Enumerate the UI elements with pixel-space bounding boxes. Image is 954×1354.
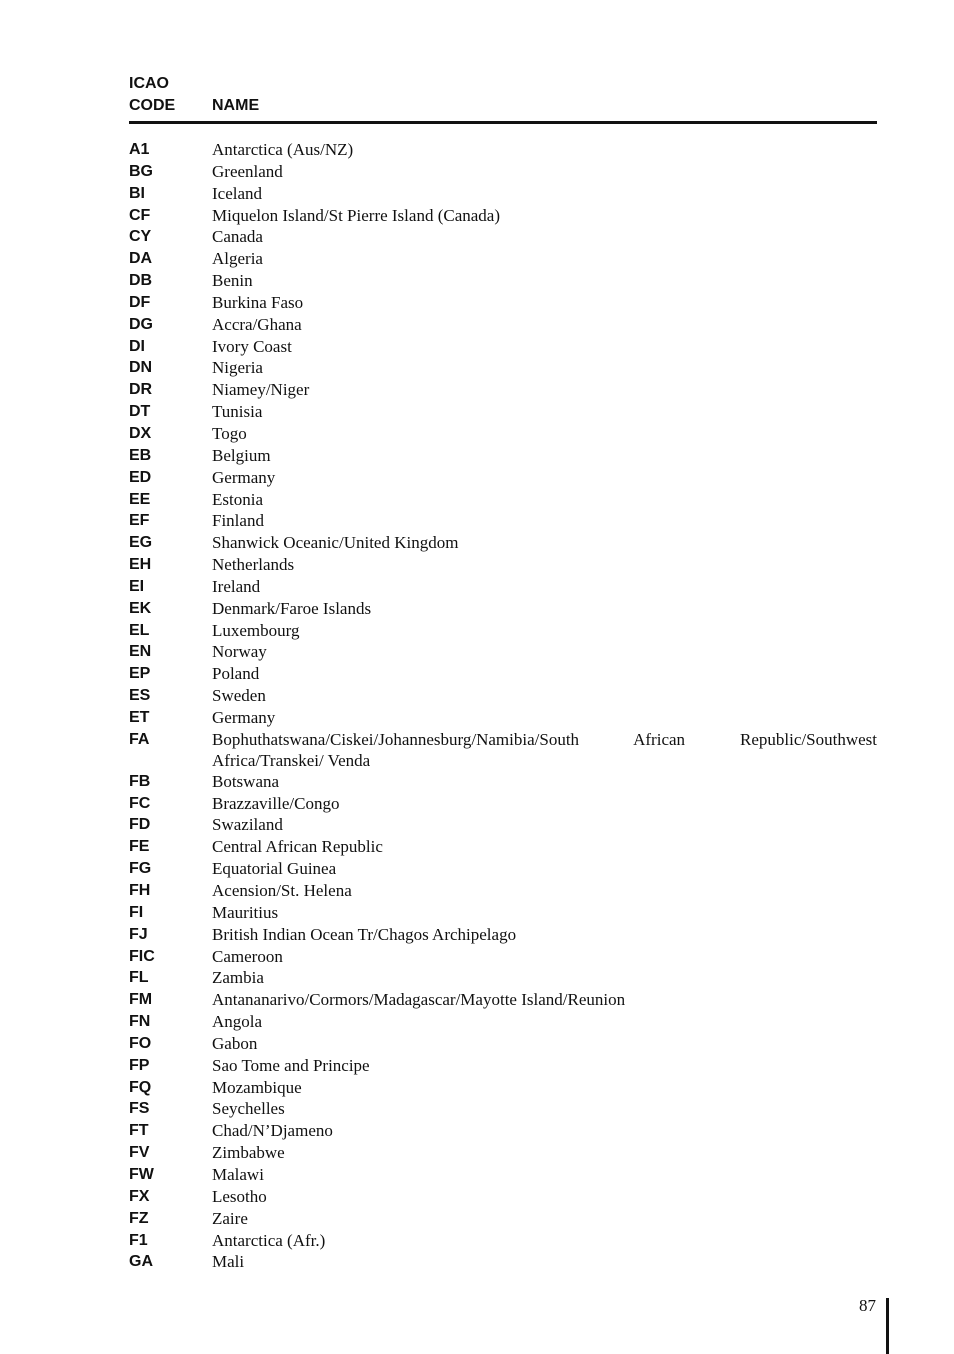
icao-code: FA (129, 730, 150, 748)
region-name: Netherlands (212, 555, 295, 575)
region-name: Estonia (212, 489, 263, 509)
icao-code: FV (129, 1144, 150, 1162)
icao-code: FQ (129, 1078, 152, 1096)
table-row (129, 489, 877, 511)
table-row (129, 1230, 877, 1252)
region-name: Zimbabwe (212, 1143, 285, 1163)
region-name: Mali (212, 1252, 245, 1272)
icao-code: EP (129, 665, 151, 683)
region-name: Iceland (212, 183, 263, 203)
table-row (129, 467, 877, 489)
table-row (129, 1120, 877, 1142)
icao-code: GA (129, 1253, 153, 1271)
icao-code: FL (129, 969, 149, 987)
table-row (129, 946, 877, 968)
icao-code: BI (129, 184, 145, 202)
table-row (129, 1098, 877, 1120)
region-name: Finland (212, 511, 264, 531)
icao-code: EG (129, 534, 153, 552)
table-row (129, 226, 877, 248)
icao-code: FG (129, 860, 152, 878)
table-row (129, 401, 877, 423)
code-column-header-line1: ICAO (129, 75, 169, 92)
region-name: Denmark/Faroe Islands (212, 598, 372, 618)
table-row (129, 270, 877, 292)
icao-code: FI (129, 903, 144, 921)
region-name: Burkina Faso (212, 292, 304, 312)
table-row (129, 858, 877, 880)
table-row (129, 336, 877, 358)
table-row (129, 685, 877, 707)
region-name: Zambia (212, 968, 264, 988)
icao-code: FX (129, 1187, 150, 1205)
region-name: Equatorial Guinea (212, 859, 337, 879)
table-row (129, 707, 877, 729)
icao-code: DB (129, 272, 153, 290)
table-row (129, 836, 877, 858)
icao-code: FE (129, 838, 150, 856)
icao-code: DR (129, 381, 153, 399)
region-name: Belgium (212, 445, 271, 465)
icao-code: DF (129, 293, 151, 311)
region-name: Antarctica (Afr.) (212, 1230, 326, 1250)
icao-code: FZ (129, 1209, 149, 1227)
icao-code: CY (129, 228, 152, 246)
icao-code: ET (129, 708, 150, 726)
icao-code: DN (129, 359, 153, 377)
icao-code: EL (129, 621, 150, 639)
icao-code: EN (129, 643, 152, 661)
code-column-header-line2: CODE (129, 97, 176, 114)
icao-code: DX (129, 424, 152, 442)
icao-code: FP (129, 1056, 150, 1074)
region-name: Norway (212, 642, 267, 662)
icao-code: CF (129, 206, 151, 224)
icao-code: EB (129, 446, 152, 464)
table-row (129, 554, 877, 576)
icao-code: EH (129, 556, 152, 574)
table-row (129, 183, 877, 205)
table-row (129, 620, 877, 642)
region-name: Acension/St. Helena (212, 881, 352, 900)
region-name: Poland (212, 664, 260, 684)
region-name: Miquelon Island/St Pierre Island (Canada) (212, 205, 500, 225)
icao-code-table (129, 139, 877, 1273)
table-row (129, 771, 877, 793)
region-name: Togo (212, 423, 247, 443)
table-row (129, 1033, 877, 1055)
table-row (129, 1011, 877, 1033)
region-name: Brazzaville/Congo (212, 793, 340, 813)
table-row (129, 989, 877, 1011)
region-name: Antananarivo/Cormors/Madagascar/Mayotte Island/Reunion (212, 990, 626, 1010)
table-row (129, 1251, 877, 1273)
table-row (129, 967, 877, 989)
region-name: British Indian Ocean Tr/Chagos Archipelago (212, 924, 517, 944)
icao-code: ES (129, 687, 151, 705)
region-name: Swaziland (212, 815, 283, 835)
region-name: Luxembourg (212, 620, 300, 640)
table-row (129, 1142, 877, 1164)
icao-code: DG (129, 315, 153, 333)
region-name: Greenland (212, 161, 283, 181)
table-row (129, 510, 877, 532)
icao-code: FC (129, 794, 151, 812)
icao-code: EI (129, 577, 145, 595)
region-name: Germany (212, 467, 276, 487)
region-name: Malawi (212, 1164, 264, 1184)
table-row (129, 314, 877, 336)
region-name: Sao Tome and Principe (212, 1055, 370, 1075)
table-row (129, 1208, 877, 1230)
icao-code: EE (129, 490, 151, 508)
table-row (129, 902, 877, 924)
region-name: Shanwick Oceanic/United Kingdom (212, 533, 459, 553)
region-name: Seychelles (212, 1099, 285, 1119)
region-name: Tunisia (212, 402, 263, 422)
table-row (129, 292, 877, 314)
table-row (129, 924, 877, 946)
icao-code: FJ (129, 925, 148, 943)
region-name: Angola (212, 1012, 263, 1032)
page-number: 87 (859, 1296, 876, 1315)
table-row (129, 357, 877, 379)
table-row (129, 641, 877, 663)
icao-code: FS (129, 1100, 150, 1118)
icao-code: FIC (129, 947, 155, 965)
table-row (129, 814, 877, 836)
table-row (129, 161, 877, 183)
table-row (129, 248, 877, 270)
region-name: Mozambique (212, 1077, 302, 1097)
table-row (129, 729, 877, 771)
region-name: Central African Republic (212, 837, 383, 857)
region-name: Ireland (212, 576, 261, 596)
table-row (129, 423, 877, 445)
name-column-header: NAME (212, 97, 260, 114)
region-name: Accra/Ghana (212, 314, 302, 334)
table-row (129, 445, 877, 467)
icao-code: FO (129, 1034, 152, 1052)
region-name: Bophuthatswana/Ciskei/Johannesburg/Namibia/South African Republic/Southwest Africa/Transkei/ Venda (212, 729, 877, 770)
region-name: Ivory Coast (212, 336, 292, 356)
icao-code: BG (129, 162, 153, 180)
header-divider (129, 121, 877, 124)
region-name: Gabon (212, 1033, 258, 1053)
region-name: Zaire (212, 1208, 248, 1228)
icao-code: FM (129, 991, 153, 1009)
icao-code: ED (129, 468, 152, 486)
region-name: Nigeria (212, 358, 263, 378)
page-margin-rule (886, 1298, 889, 1354)
table-row (129, 205, 877, 227)
table-row (129, 1164, 877, 1186)
table-row (129, 880, 877, 902)
icao-code: DT (129, 403, 151, 421)
icao-code: A1 (129, 141, 150, 158)
icao-code: EF (129, 512, 150, 530)
table-row (129, 663, 877, 685)
icao-code: EK (129, 599, 152, 617)
region-name: Sweden (212, 686, 266, 706)
icao-code: FN (129, 1013, 151, 1031)
icao-code: DA (129, 250, 153, 268)
table-row (129, 1077, 877, 1099)
icao-code: F1 (129, 1231, 148, 1249)
table-row (129, 379, 877, 401)
table-row (129, 793, 877, 815)
icao-code: FT (129, 1122, 149, 1140)
table-row (129, 139, 877, 161)
table-row (129, 1055, 877, 1077)
region-name: Algeria (212, 249, 263, 269)
region-name: Benin (212, 271, 253, 291)
region-name: Chad/N’Djameno (212, 1121, 333, 1141)
region-name: Lesotho (212, 1186, 267, 1206)
icao-code: FH (129, 882, 151, 899)
icao-code: FD (129, 816, 151, 834)
table-row (129, 1186, 877, 1208)
icao-code: FW (129, 1165, 154, 1183)
table-row (129, 532, 877, 554)
region-name: Botswana (212, 771, 280, 791)
icao-code: FB (129, 772, 151, 790)
region-name: Cameroon (212, 946, 283, 966)
region-name: Canada (212, 227, 263, 247)
region-name: Germany (212, 707, 276, 727)
table-row (129, 576, 877, 598)
icao-code: DI (129, 337, 145, 355)
region-name: Antarctica (Aus/NZ) (212, 140, 354, 159)
table-row (129, 598, 877, 620)
region-name: Mauritius (212, 902, 279, 922)
region-name: Niamey/Niger (212, 380, 310, 400)
